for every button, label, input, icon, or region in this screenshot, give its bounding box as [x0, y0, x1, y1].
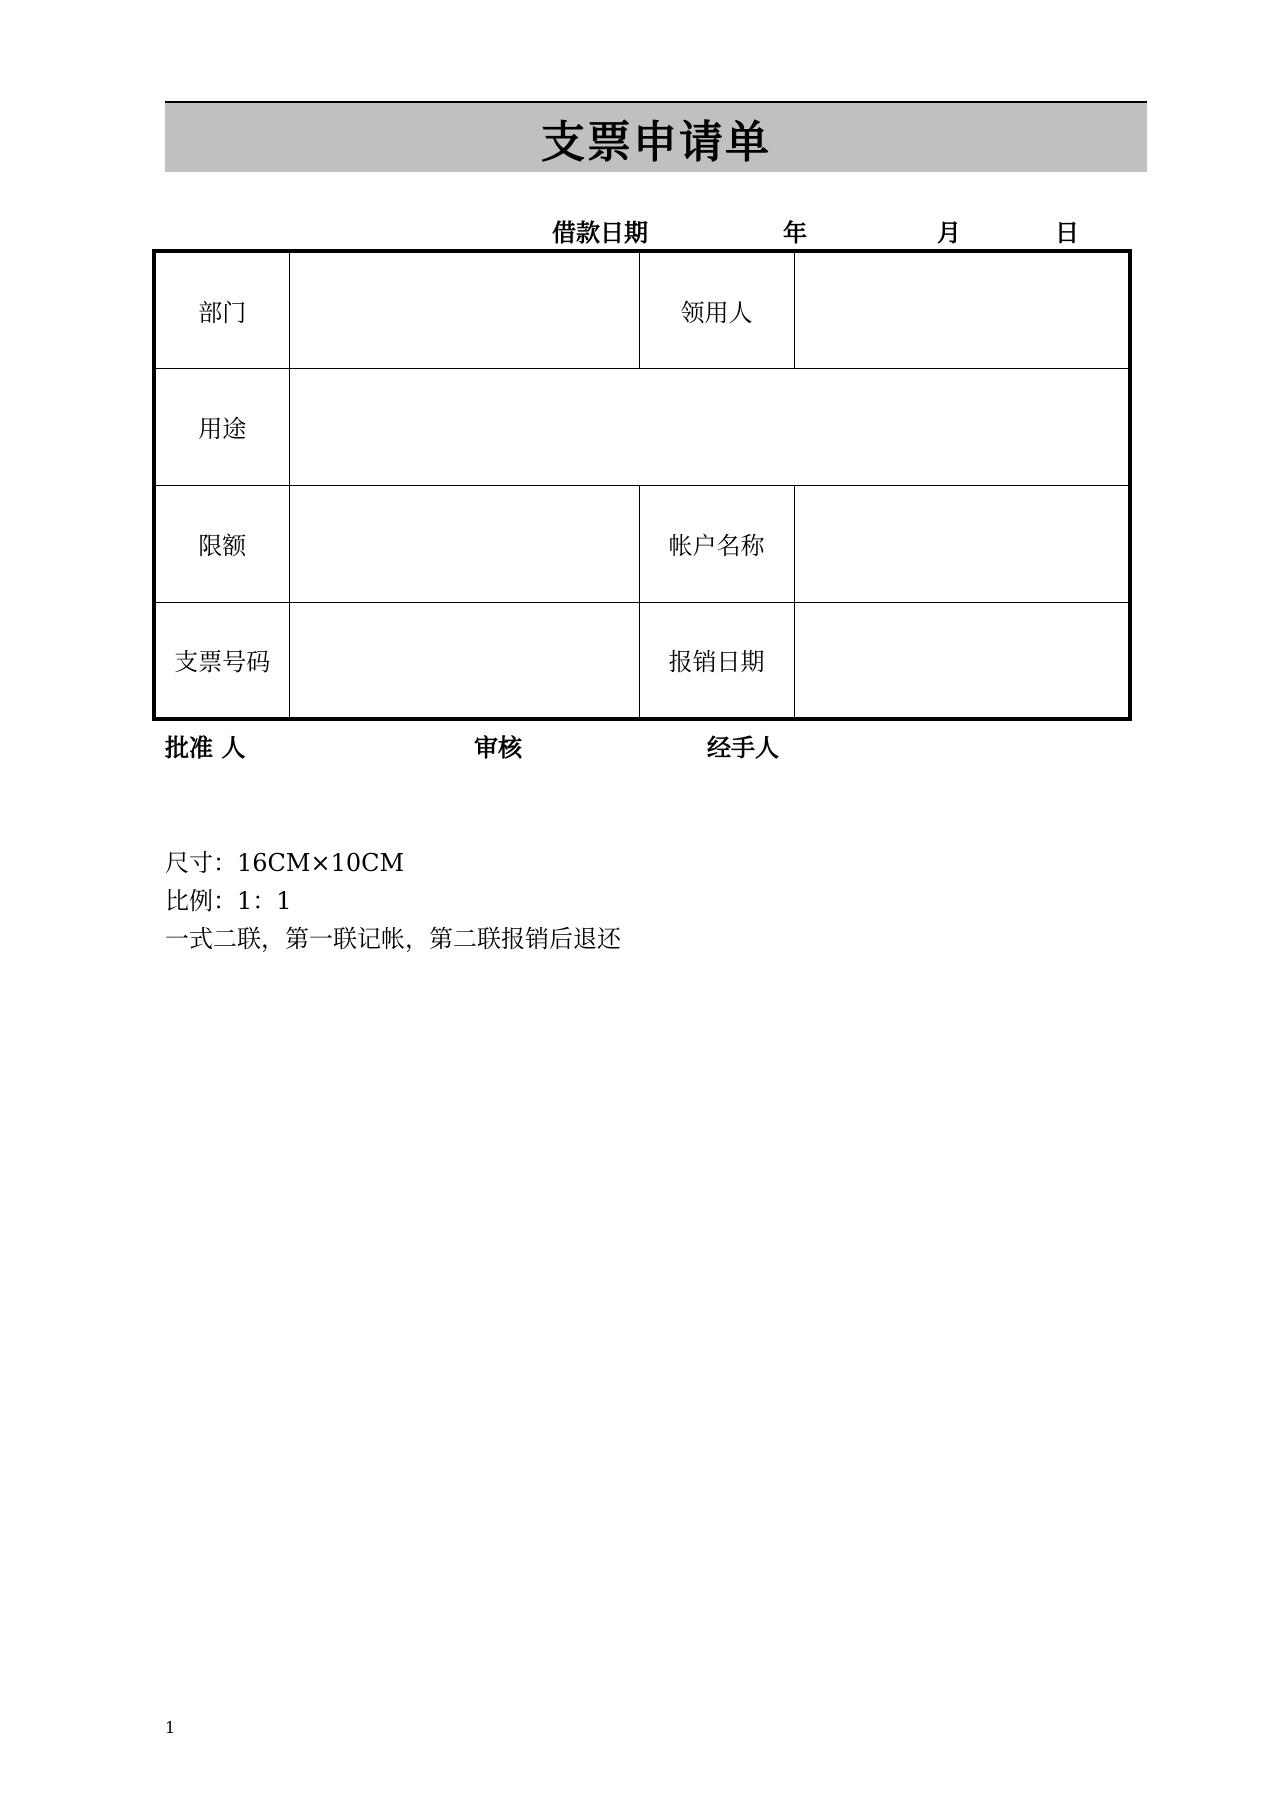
- approver-label: 批准 人: [165, 733, 246, 762]
- limit-field[interactable]: [289, 485, 639, 602]
- page-title: 支票申请单: [541, 116, 771, 168]
- size-note: 尺寸：16CM×10CM: [165, 849, 405, 877]
- department-field[interactable]: [289, 251, 639, 368]
- table-row: [154, 602, 1130, 719]
- page-number: 1: [165, 1718, 176, 1737]
- year-label: 年: [783, 218, 807, 247]
- cheque-number-field[interactable]: [289, 602, 639, 719]
- scale-note: 比例：1：1: [165, 887, 292, 915]
- account-name-field[interactable]: [794, 485, 1130, 602]
- department-label: 部门: [154, 251, 289, 368]
- table-row: [154, 485, 1130, 602]
- loan-date-label: 借款日期: [552, 218, 648, 247]
- limit-label: 限额: [154, 485, 289, 602]
- reimbursement-date-label: 报销日期: [639, 602, 794, 719]
- title-bar: [165, 101, 1147, 172]
- reimbursement-date-field[interactable]: [794, 602, 1130, 719]
- recipient-field[interactable]: [794, 251, 1130, 368]
- table-row: [154, 251, 1130, 368]
- application-form-table: [152, 249, 1132, 721]
- cheque-number-label: 支票号码: [154, 602, 289, 719]
- day-label: 日: [1055, 218, 1079, 247]
- reviewer-label: 审核: [474, 733, 522, 762]
- purpose-field[interactable]: [289, 368, 1130, 485]
- table-row: [154, 368, 1130, 485]
- purpose-label: 用途: [154, 368, 289, 485]
- handler-label: 经手人: [707, 733, 779, 762]
- account-name-label: 帐户名称: [639, 485, 794, 602]
- month-label: 月: [937, 218, 961, 247]
- recipient-label: 领用人: [639, 251, 794, 368]
- copies-note: 一式二联，第一联记帐，第二联报销后退还: [165, 925, 621, 953]
